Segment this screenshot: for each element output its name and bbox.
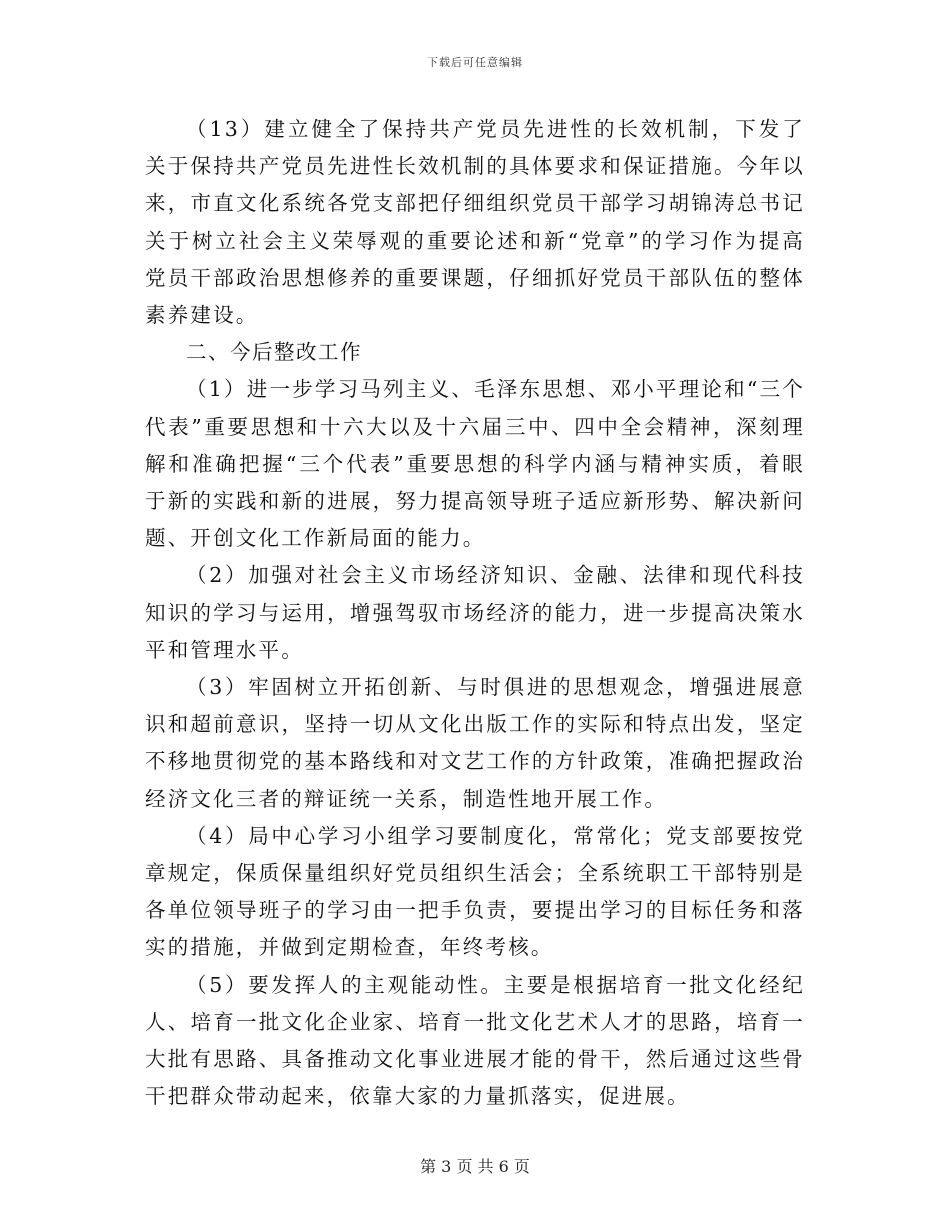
page-number-footer: 第 3 页 共 6 页 <box>420 1157 530 1176</box>
paragraph-4: （4）局中心学习小组学习要制度化，常常化；党支部要按党章规定，保质保量组织好党员组织生活会；全系统职工干部特别是各单位领导班子的学习由一把手负责，要提出学习的目标任务和落实的措施，并做到定期检查，年终考核。 <box>145 823 805 960</box>
header-note: 下载后可任意编辑 <box>427 56 523 69</box>
paragraph-3: （3）牢固树立开拓创新、与时俱进的思想观念，增强进展意识和超前意识，坚持一切从文化出版工作的实际和特点出发，坚定不移地贯彻党的基本路线和对文艺工作的方针政策，准确把握政治经济文化三者的辩证统一关系，制造性地开展工作。 <box>145 675 805 811</box>
document-body <box>145 111 805 1115</box>
paragraph-1: （1）进一步学习马列主义、毛泽东思想、邓小平理论和“三个代表”重要思想和十六大以及十六届三中、四中全会精神，深刻理解和准确把握“三个代表”重要思想的科学内涵与精神实质，着眼于新的实践和新的进展，努力提高领导班子适应新形势、解决新问题、开创文化工作新局面的能力。 <box>145 377 805 551</box>
section-heading: 二、今后整改工作 <box>186 340 362 365</box>
paragraph-13: （13）建立健全了保持共产党员先进性的长效机制，下发了关于保持共产党员先进性长效机制的具体要求和保证措施。今年以来，市直文化系统各党支部把仔细组织党员干部学习胡锦涛总书记关于树立社会主义荣辱观的重要论述和新“党章”的学习作为提高党员干部政治思想修养的重要课题，仔细抓好党员干部队伍的整体素养建设。 <box>145 117 805 328</box>
paragraph-5: （5）要发挥人的主观能动性。主要是根据培育一批文化经纪人、培育一批文化企业家、培育一批文化艺术人才的思路，培育一大批有思路、具备推动文化事业进展才能的骨干，然后通过这些骨干把群众带动起来，依靠大家的力量抓落实，促进展。 <box>145 972 805 1109</box>
paragraph-2: （2）加强对社会主义市场经济知识、金融、法律和现代科技知识的学习与运用，增强驾驭市场经济的能力，进一步提高决策水平和管理水平。 <box>145 563 805 662</box>
